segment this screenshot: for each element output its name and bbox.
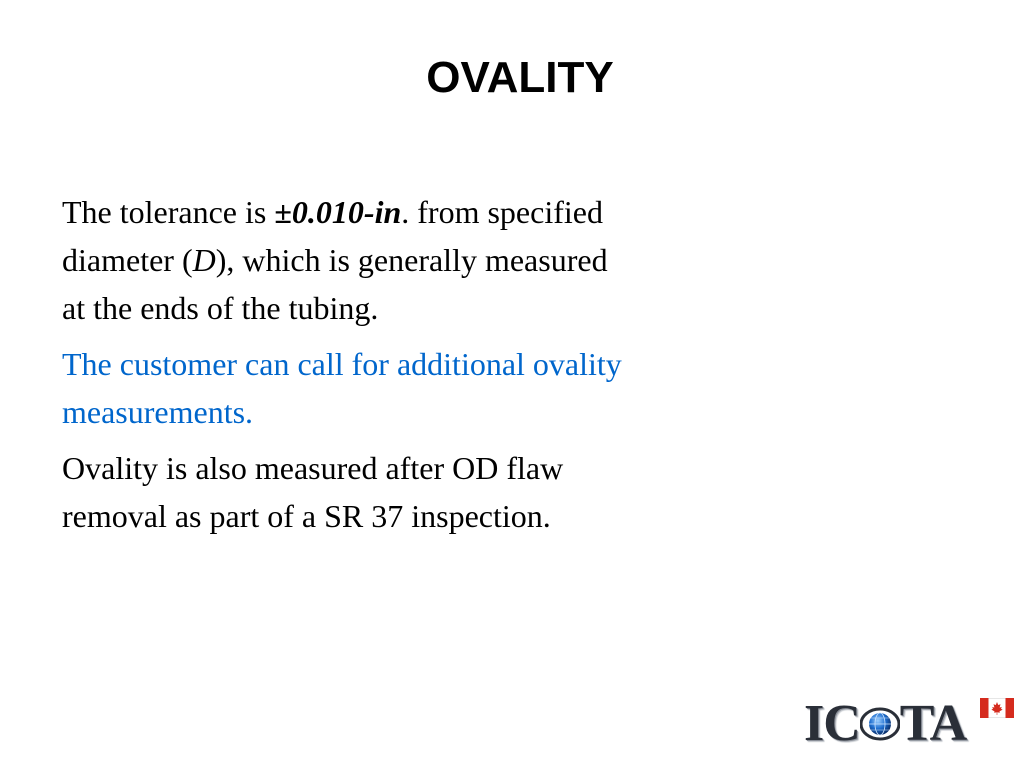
globe-icon [860,700,900,740]
tolerance-text-before: The tolerance is [62,194,275,230]
tolerance-value: ±0.010-in [274,194,402,230]
inspection-paragraph: Ovality is also measured after OD flaw removal as part of a SR 37 inspection. [62,450,564,534]
customer-paragraph: The customer can call for additional ovality measurements. [62,346,622,430]
logo-text-left: IC [804,695,860,752]
logo-text-right: TA [899,695,967,752]
slide-body [62,188,622,548]
tolerance-text-middle: . from specified diameter ( [62,194,603,278]
slide-title: OVALITY [426,53,614,102]
canada-flag-icon [980,698,1014,718]
diameter-variable: D [192,242,216,278]
tolerance-text-after: ), which is generally measured at the ends of the tubing. [62,242,608,326]
tolerance-paragraph [62,188,622,332]
icota-logo [804,696,1016,752]
